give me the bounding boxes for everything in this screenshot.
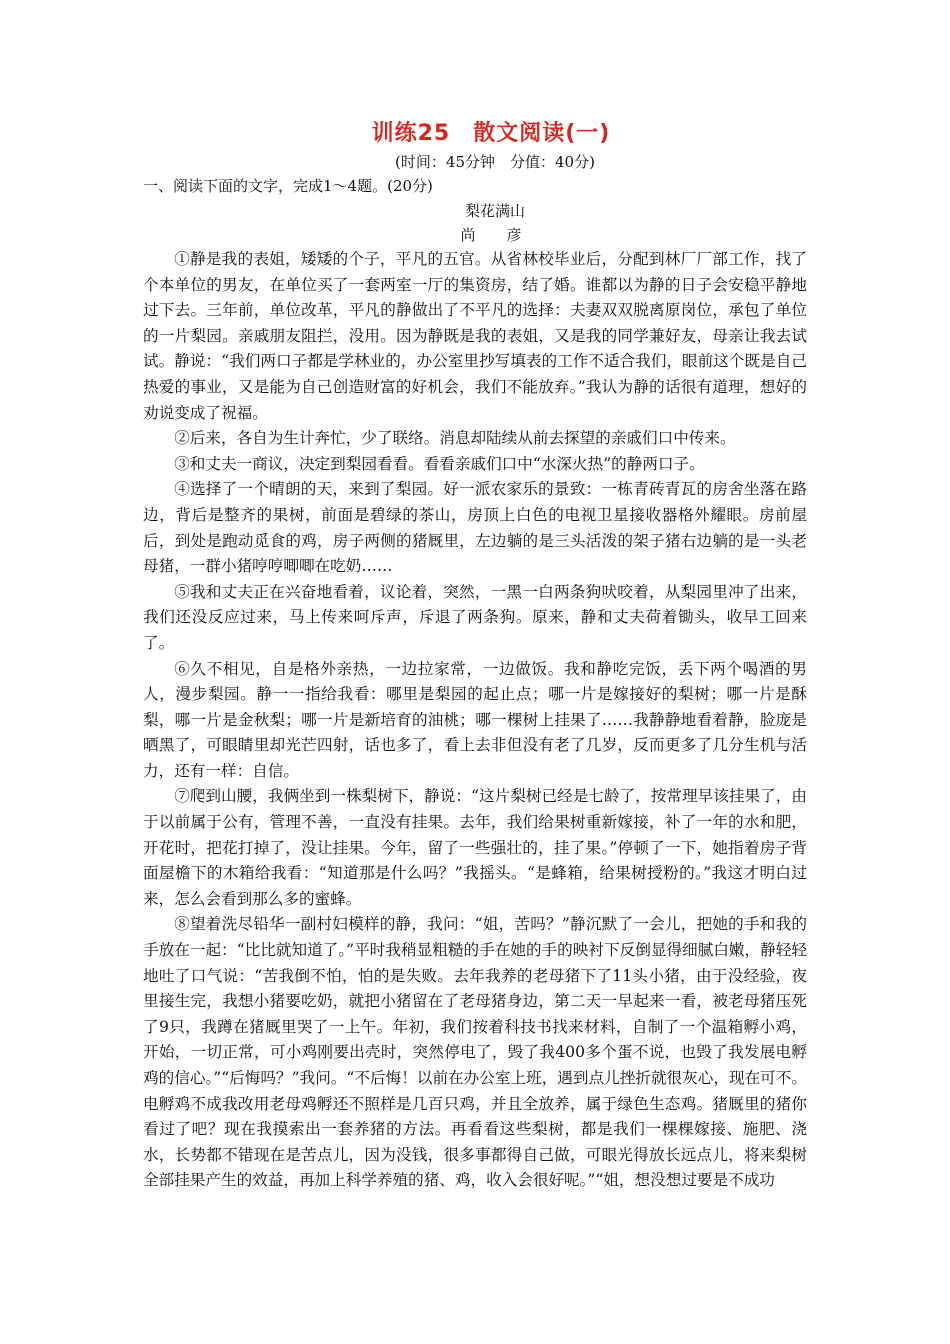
page-title: 训练25 散文阅读(一) xyxy=(371,121,611,146)
document-page xyxy=(143,118,807,1194)
paragraph-1: ①静是我的表姐，矮矮的个子，平凡的五官。从省林校毕业后，分配到林厂厂部工作，找了个本单位的男友，在单位买了一套两室一厅的集资房，结了婚。谁都以为静的日子会安稳平静地过下去。三年前，单位改革，平凡的静做出了不平凡的选择：夫妻双双脱离原岗位，承包了单位的一片梨园。亲戚朋友阻拦，没用。因为静既是我的表姐，又是我的同学兼好友，母亲让我去试试。静说：“我们两口子都是学林业的，办公室里抄写填表的工作不适合我们，眼前这个既是自己热爱的事业，又是能为自己创造财富的好机会，我们不能放弃。”我认为静的话很有道理，想好的劝说变成了祝福。 xyxy=(143,250,807,422)
paragraph-7: ⑦爬到山腰，我俩坐到一株梨树下，静说：“这片梨树已经是七龄了，按常理早该挂果了，由于以前属于公有，管理不善，一直没有挂果。去年，我们给果树重新嫁接，补了一年的水和肥，开花时，把花打掉了，没让挂果。今年，留了一些强壮的，挂了果。”停顿了一下，她指着房子背面屋檐下的木箱给我看：“知道那是什么吗？”我摇头。“是蜂箱，给果树授粉的。”我这才明白过来，怎么会看到那么多的蜜蜂。 xyxy=(143,787,807,908)
paragraph-3: ③和丈夫一商议，决定到梨园看看。看看亲戚们口中“水深火热”的静两口子。 xyxy=(174,454,705,473)
paragraph-4: ④选择了一个晴朗的天，来到了梨园。好一派农家乐的景致：一栋青砖青瓦的房舍坐落在路边，背后是整齐的果树，前面是碧绿的茶山，房顶上白色的电视卫星接收器格外耀眼。房前屋后，到处是跑动觅食的鸡，房子两侧的猪厩里，左边躺的是三头活泼的架子猪右边躺的是一头老母猪，一群小猪哼哼唧唧在吃奶…… xyxy=(143,480,807,576)
paragraph-8: ⑧望着洗尽铅华一副村妇模样的静，我问：“姐，苦吗？”静沉默了一会儿，把她的手和我的手放在一起：“比比就知道了。”平时我稍显粗糙的手在她的手的映衬下反倒显得细腻白嫩，静轻轻地吐了口气说：“苦我倒不怕，怕的是失败。去年我养的老母猪下了11头小猪，由于没经验，夜里接生完，我想小猪要吃奶，就把小猪留在了老母猪身边，第二天一早起来一看，被老母猪压死了9只，我蹲在猪厩里哭了一上午。年初，我们按着科技书找来材料，自制了一个温箱孵小鸡，开始，一切正常，可小鸡刚要出壳时，突然停电了，毁了我400多个蛋不说，也毁了我发展电孵鸡的信心。”“后悔吗？”我问。“不后悔！以前在办公室上班，遇到点儿挫折就很灰心，现在可不。电孵鸡不成我改用老母鸡孵还不照样是几百只鸡，并且全放养，属于绿色生态鸡。猪厩里的猪你看过了吧？现在我摸索出一套养猪的方法。再看看这些梨树，都是我们一棵棵嫁接、施肥、浇水，长势都不错现在是苦点儿，因为没钱，很多事都得自己做，可眼光得放长远点儿，将来梨树全部挂果产生的效益，再加上科学养殖的猪、鸡，收入会很好呢。”“姐，想没想过要是不成功 xyxy=(143,915,807,1190)
essay-author: 尚 彦 xyxy=(460,226,530,244)
paragraph-5: ⑤我和丈夫正在兴奋地看着，议论着，突然，一黑一白两条狗吠咬着，从梨园里冲了出来，我们还没反应过来，马上传来呵斥声，斥退了两条狗。原来，静和丈夫荷着锄头，收早工回来了。 xyxy=(143,582,807,652)
essay-title: 梨花满山 xyxy=(464,202,525,220)
paragraph-6: ⑥久不相见，自是格外亲热，一边拉家常，一边做饭。我和静吃完饭，丢下两个喝酒的男人，漫步梨园。静一一指给我看：哪里是梨园的起止点；哪一片是嫁接好的梨树；哪一片是酥梨，哪一片是金秋梨；哪一片是新培育的油桃；哪一棵树上挂果了……我静静地看着静，脸庞是晒黑了，可眼睛里却光芒四射，话也多了，看上去非但没有老了几岁，反而更多了几分生机与活力，还有一样：自信。 xyxy=(143,659,807,780)
paragraph-2: ②后来，各自为生计奔忙，少了联络。消息却陆续从前去探望的亲戚们口中传来。 xyxy=(174,429,736,448)
question-instruction: 一、阅读下面的文字，完成1～4题。(20分) xyxy=(143,177,433,195)
exam-meta: (时间：45分钟 分值：40分) xyxy=(395,153,595,171)
